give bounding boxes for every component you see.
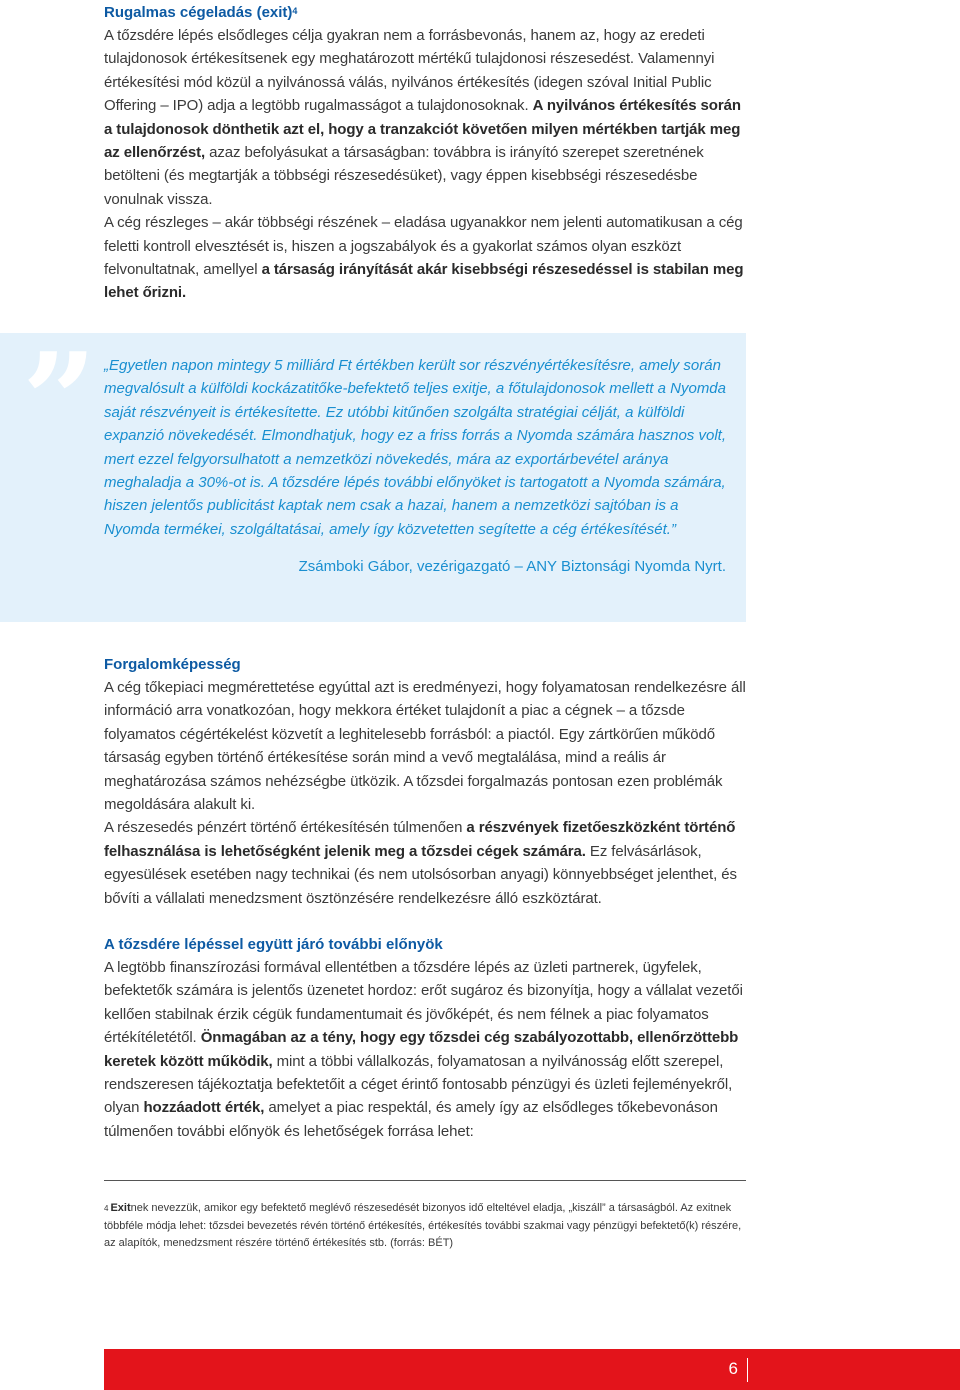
paragraph bbox=[104, 24, 749, 211]
bold-text: Önmagában az a tény, hogy egy tőzsdei cég szabályozottabb, ellenőrzöttebb keretek között működik, bbox=[104, 1029, 739, 1070]
text: A részesedés pénzért történő értékesítésén túlmenően bbox=[104, 819, 467, 837]
paragraph: A cég tőkepiaci megmérettetése egyúttal azt is eredményezi, hogy folyamatosan rendelkezésre áll információ arra vonatkozóan, hogy mekkora értéket tulajdonít a piac a cégnek – a tőzsde folyamatos cégértékelést közvetít a leghitelesebb forrásból: a piactól. Egy zártkörűen működő társaság egyben történő értékesítése során mind a vevő megtalálása, mind a reális ár meghatározása számos nehézségbe ütközik. A tőzsdei forgalmazás pontosan ezen problémák megoldására alakult ki. bbox=[104, 679, 746, 814]
heading-text: Rugalmas cégeladás (exit) bbox=[104, 4, 293, 21]
quote-author: Zsámboki Gábor, vezérigazgató – ANY Biztonsági Nyomda Nyrt. bbox=[298, 558, 726, 576]
text: azaz befolyásukat a társaságban: továbbra is irányító szerepet szeretnének betölteni (és megtartják a többségi részesedésüket), vagy éppen kisebbségi részesedésbe vonulnak vissza. bbox=[104, 144, 704, 208]
footnote-ref[interactable]: 4 bbox=[292, 6, 298, 16]
page-number: 6 bbox=[728, 1359, 738, 1378]
section-benefits bbox=[104, 934, 749, 1143]
footnote-divider bbox=[104, 1180, 746, 1181]
section-heading bbox=[104, 2, 749, 24]
paragraph bbox=[104, 816, 749, 910]
footnote-term: Exit bbox=[110, 1202, 131, 1214]
footnote-text: nek nevezzük, amikor egy befektető meglévő részesedését bizonyos idő elteltével eladja, „kiszáll” a társaságból. Az exitnek többféle módja lehet: tőzsdei bevezetés révén történő értékesítés, értékesítés további szakmai vagy pénzügyi befektető(k) részére, az alapítók, menedzsment részére történő értékesítés stb. (forrás: BÉT) bbox=[104, 1202, 742, 1249]
footnote-number: 4 bbox=[104, 1204, 109, 1213]
text: mint a többi vállalkozás, folyamatosan a nyilvánosság előtt szerepel, rendszeresen tájékoztatja befektetőit a céget érintő fontosabb pénzügyi és üzleti fejleményekről, olyan bbox=[104, 1052, 733, 1117]
bold-text: a társaság irányítását akár kisebbségi részesedéssel is stabilan meg lehet őrizni. bbox=[104, 261, 744, 302]
quote-content bbox=[104, 354, 726, 575]
text: A cég részleges – akár többségi részének – eladása ugyanakkor nem jelenti automatikusan a cég feletti kontroll elvesztését is, hiszen a jogszabályok és a gyakorlat számos olyan eszközt felvonultatnak, amellyel bbox=[104, 214, 743, 279]
paragraph bbox=[104, 211, 749, 305]
footer-divider bbox=[747, 1358, 748, 1382]
section-exit bbox=[104, 2, 749, 305]
quote-mark-icon: ” bbox=[22, 324, 97, 477]
footer-bar bbox=[104, 1349, 960, 1390]
quote-text: „Egyetlen napon mintegy 5 milliárd Ft értékben került sor részvényértékesítésre, amely során megvalósult a külföldi kockázatitőke-befektető teljes exitje, a főtulajdonosok mellett a Nyomda saját részvényeit is értékesítette. Ez utóbbi kitűnően szolgálta stratégiai célját, a külföldi expanzió növekedését. Elmondhatjuk, hogy ez a friss forrás a Nyomda számára hasznos volt, mert ezzel felgyorsulhatott a nemzetközi növekedés, mára az exportárbevétel aránya meghaladja a 30%-ot is. A tőzsdére lépés további előnyöket is tartogatott a Nyomda számára, hiszen jelentős publicitást kaptak nem csak a hazai, hanem a nemzetközi sajtóban is a Nyomda termékei, szolgáltatásai, amely így közvetetten segítette a cég értékesítését.” bbox=[104, 357, 726, 538]
paragraph bbox=[104, 956, 749, 1143]
bold-text: A nyilvános értékesítés során a tulajdonosok dönthetik azt el, hogy a tranzakciót követően milyen mértékben tartják meg az ellenőrzést, bbox=[104, 97, 741, 162]
text: A tőzsdére lépés elsődleges célja gyakran nem a forrásbevonás, hanem az, hogy az eredeti tulajdonosok értékesítsenek egy meghatározott mértékű tulajdonosi részesedést. Valamennyi értékesítési mód közül a nyilvánossá válás, nyilvános értékesítés (idegen szóval Initial Public Offering – IPO) adja a legtöbb rugalmasságot a tulajdonosoknak. bbox=[104, 27, 715, 115]
bold-text: hozzáadott érték, bbox=[143, 1099, 265, 1117]
section-liquidity bbox=[104, 654, 749, 910]
text: amelyet a piac respektál, és amely így az elsődleges tőkebevonáson túlmenően további előnyök és lehetőségek forrása lehet: bbox=[104, 1099, 718, 1140]
text: A legtöbb finanszírozási formával ellentétben a tőzsdére lépés az üzleti partnerek, ügyfelek, befektetők számára is jelentős üzenetet hordoz: erőt sugároz és bizonyítja, hogy a vállalat vezetői kellően stabilnak érzik cégük fundamentumait és jövőképét, és nem félnek a piac folyamatos értékítéletétől. bbox=[104, 959, 743, 1047]
footnote bbox=[104, 1200, 744, 1253]
section-heading: A tőzsdére lépéssel együtt járó további előnyök bbox=[104, 936, 443, 953]
bold-text: a részvények fizetőeszközként történő felhasználása is lehetőségként jelenik meg a tőzsdei cégek számára. bbox=[104, 819, 736, 860]
section-heading: Forgalomképesség bbox=[104, 656, 241, 673]
text: Ez felvásárlások, egyesülések esetében nagy technikai (és nem utolsósorban anyagi) könnyebbséget jelenthet, és bővíti a vállalati menedzsment ösztönzésére rendelkezésre álló eszköztárat. bbox=[104, 842, 737, 907]
